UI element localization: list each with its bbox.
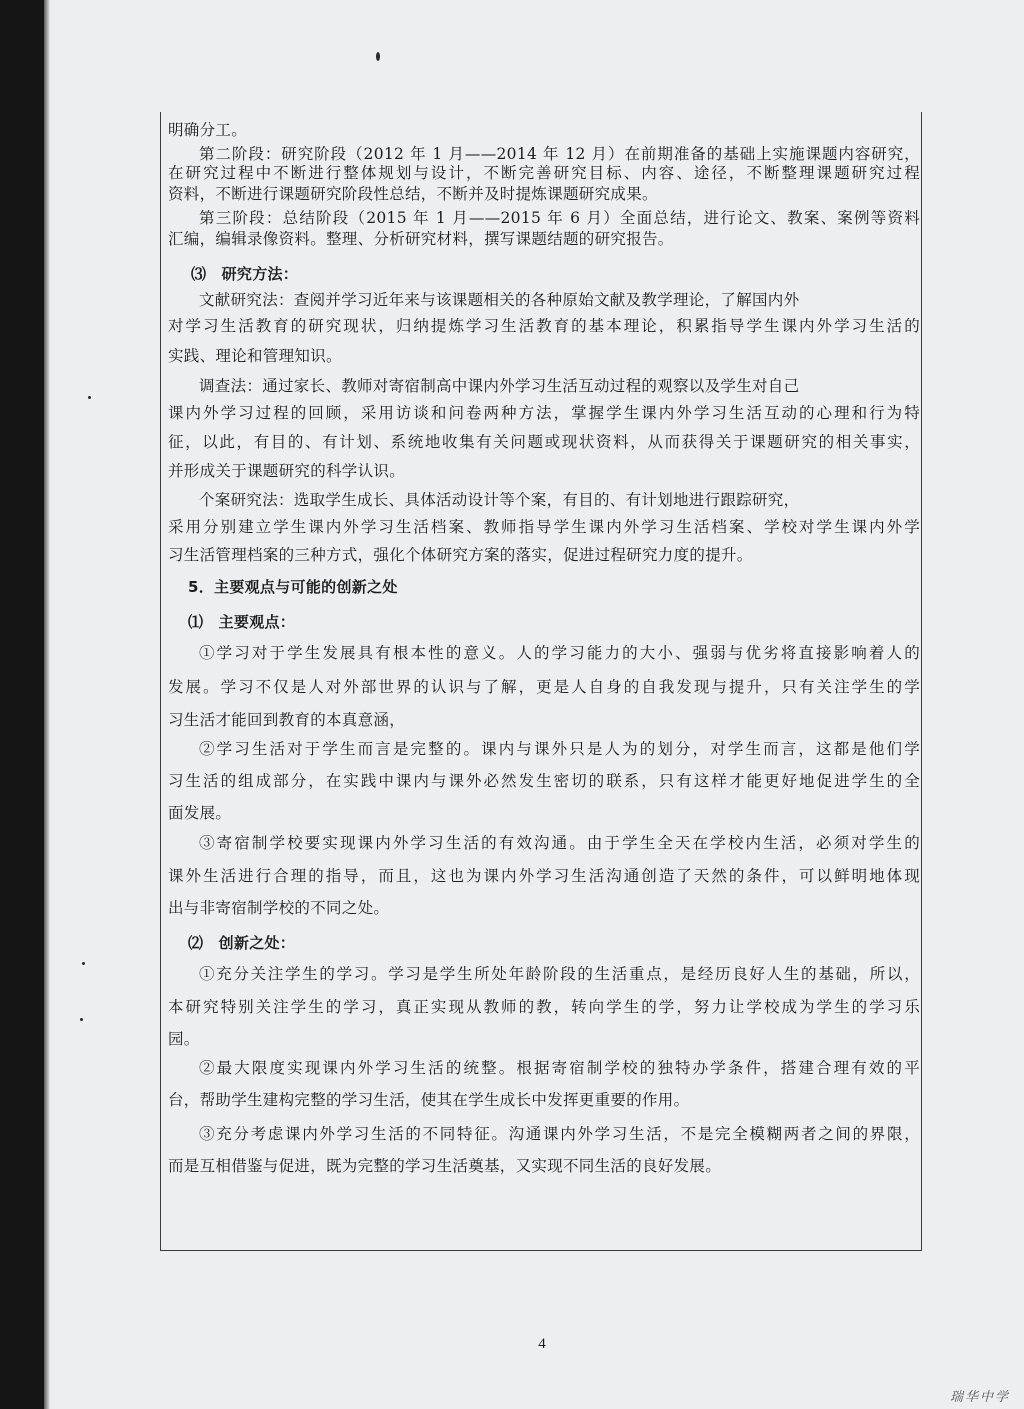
scan-speck bbox=[80, 1018, 83, 1021]
scanner-left-edge bbox=[0, 0, 44, 1409]
text-line: 征，以此，有目的、有计划、系统地收集有关问题或现状资料，从而获得关于课题研究的相关事实， bbox=[168, 433, 920, 451]
text-line: 资料，不断进行课题研究阶段性总结，不断并及时提炼课题研究成果。 bbox=[168, 185, 658, 203]
text-line: 习生活才能回到教育的本真意涵， bbox=[168, 711, 406, 729]
text-line: 明确分工。 bbox=[168, 121, 248, 139]
text-line: 第三阶段：总结阶段（2015 年 1 月——2015 年 6 月）全面总结，进行论文、教案、案例等资料 bbox=[199, 209, 920, 227]
text-line: ①学习对于学生发展具有根本性的意义。人的学习能力的大小、强弱与优劣将直接影响着人的 bbox=[199, 644, 920, 662]
watermark-text: 瑞华中学 bbox=[950, 1390, 1011, 1405]
text-line: 面发展。 bbox=[168, 804, 232, 822]
text-line: 汇编，编辑录像资料。整理、分析研究材料，撰写课题结题的研究报告。 bbox=[168, 230, 674, 248]
section-heading: ⑶ 研究方法： bbox=[191, 265, 299, 283]
scan-speck bbox=[82, 962, 85, 965]
text-line: 台，帮助学生建构完整的学习生活，使其在学生成长中发挥更重要的作用。 bbox=[168, 1091, 690, 1109]
text-line: 习生活管理档案的三种方式，强化个体研究方案的落实，促进过程研究力度的提升。 bbox=[168, 546, 753, 564]
text-line: 在研究过程中不断进行整体规划与设计，不断完善研究目标、内容、途径，不断整理课题研究过程 bbox=[168, 164, 920, 182]
text-line: 第二阶段：研究阶段（2012 年 1 月——2014 年 12 月）在前期准备的基础上实施课题内容研究， bbox=[199, 145, 920, 163]
text-line: 本研究特别关注学生的学习，真正实现从教师的教，转向学生的学，努力让学校成为学生的学习乐 bbox=[168, 998, 920, 1016]
text-line: 课外生活进行合理的指导，而且，这也为课内外学习生活沟通创造了天然的条件，可以鲜明地体现 bbox=[168, 867, 920, 885]
text-line: ②学习生活对于学生而言是完整的。课内与课外只是人为的划分，对学生而言，这都是他们学 bbox=[199, 740, 920, 758]
page-number: 4 bbox=[538, 1336, 546, 1352]
text-line: 发展。学习不仅是人对外部世界的认识与了解，更是人自身的自我发现与提升，只有关注学生的学 bbox=[168, 678, 920, 696]
text-line: 园。 bbox=[168, 1030, 200, 1048]
text-line: ③充分考虑课内外学习生活的不同特征。沟通课内外学习生活，不是完全模糊两者之间的界限， bbox=[199, 1125, 920, 1143]
text-line: 习生活的组成部分，在实践中课内与课外必然发生密切的联系，只有这样才能更好地促进学生的全 bbox=[168, 772, 920, 790]
text-line: 对学习生活教育的研究现状，归纳提炼学习生活教育的基本理论，积累指导学生课内外学习生活的 bbox=[168, 317, 920, 335]
section-heading: ⑵ 创新之处： bbox=[188, 934, 296, 952]
text-line: ①充分关注学生的学习。学习是学生所处年龄阶段的生活重点，是经历良好人生的基础，所以， bbox=[199, 965, 920, 983]
text-line: ②最大限度实现课内外学习生活的统整。根据寄宿制学校的独特办学条件，搭建合理有效的平 bbox=[199, 1059, 920, 1077]
scan-speck bbox=[88, 396, 91, 399]
text-line: 个案研究法：选取学生成长、具体活动设计等个案，有目的、有计划地进行跟踪研究， bbox=[199, 491, 800, 509]
text-line: 调查法：通过家长、教师对寄宿制高中课内外学习生活互动过程的观察以及学生对自己 bbox=[199, 377, 800, 395]
scan-speck bbox=[376, 52, 380, 61]
text-line: ③寄宿制学校要实现课内外学习生活的有效沟通。由于学生全天在学校内生活，必须对学生的 bbox=[199, 834, 920, 852]
text-line: 而是互相借鉴与促进，既为完整的学习生活奠基，又实现不同生活的良好发展。 bbox=[168, 1157, 722, 1175]
text-line: 文献研究法：查阅并学习近年来与该课题相关的各种原始文献及教学理论，了解国内外 bbox=[199, 291, 800, 309]
text-line: 实践、理论和管理知识。 bbox=[168, 347, 342, 365]
text-line: 课内外学习过程的回顾，采用访谈和问卷两种方法，掌握学生课内外学习生活互动的心理和行为特 bbox=[168, 404, 920, 422]
section-heading: ⑴ 主要观点： bbox=[188, 613, 296, 631]
text-line: 采用分别建立学生课内外学习生活档案、教师指导学生课内外学习生活档案、学校对学生课内外学 bbox=[168, 518, 920, 536]
text-line: 并形成关于课题研究的科学认识。 bbox=[168, 462, 406, 480]
text-line: 出与非寄宿制学校的不同之处。 bbox=[168, 899, 390, 917]
section-heading: 5．主要观点与可能的创新之处 bbox=[188, 578, 398, 596]
